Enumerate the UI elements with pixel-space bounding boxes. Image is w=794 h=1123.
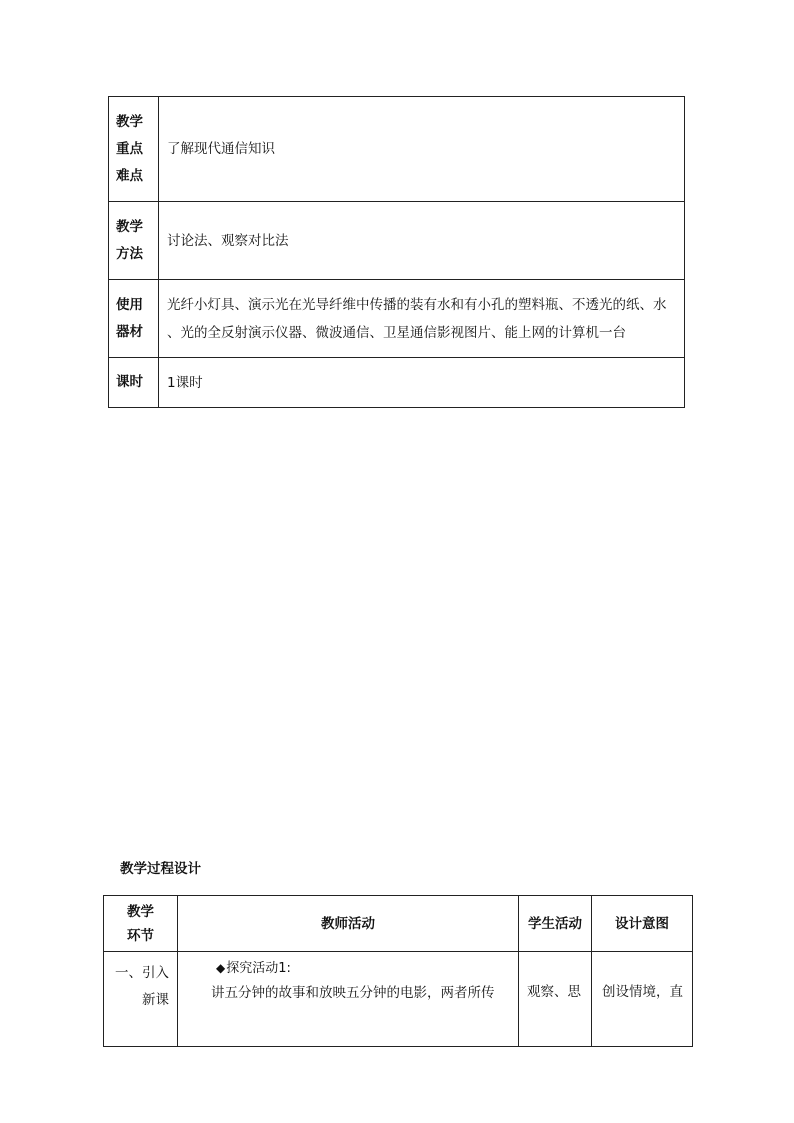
- info-label-hours: 课时: [109, 358, 159, 408]
- info-label-materials: 使用 器材: [109, 280, 159, 358]
- process-header-row: [104, 896, 693, 952]
- process-row: [104, 952, 693, 1047]
- info-value-method: 讨论法、观察对比法: [159, 202, 685, 280]
- activity-title-text: 探究活动1:: [226, 961, 291, 976]
- header-teacher: 教师活动: [178, 896, 519, 952]
- info-label-method: 教学 方法: [109, 202, 159, 280]
- diamond-bullet-icon: ◆: [216, 961, 226, 975]
- info-table: [108, 96, 685, 408]
- header-intent: 设计意图: [592, 896, 693, 952]
- info-row-materials: [109, 280, 685, 358]
- student-activity-cell: 观察、思: [519, 952, 592, 1047]
- info-label-focus: 教学 重点 难点: [109, 97, 159, 202]
- info-value-materials: 光纤小灯具、演示光在光导纤维中传播的装有水和有小孔的塑料瓶、不透光的纸、水 、光的全反射演示仪器、微波通信、卫星通信影视图片、能上网的计算机一台: [159, 280, 685, 358]
- teacher-activity-text: 讲五分钟的故事和放映五分钟的电影，两者所传: [211, 985, 495, 1001]
- teacher-activity-cell: [178, 952, 519, 1047]
- process-table: [103, 895, 693, 1047]
- info-row-hours: [109, 358, 685, 408]
- header-student: 学生活动: [519, 896, 592, 952]
- info-value-focus: 了解现代通信知识: [159, 97, 685, 202]
- design-intent-cell: 创设情境，直: [592, 952, 693, 1047]
- section-title: 教学过程设计: [120, 861, 201, 877]
- activity-title: [216, 956, 512, 981]
- info-row-method: [109, 202, 685, 280]
- stage-cell: 一、引入 新课: [104, 952, 178, 1047]
- header-stage: 教学 环节: [104, 896, 178, 952]
- info-value-hours: 1课时: [159, 358, 685, 408]
- info-row-focus: [109, 97, 685, 202]
